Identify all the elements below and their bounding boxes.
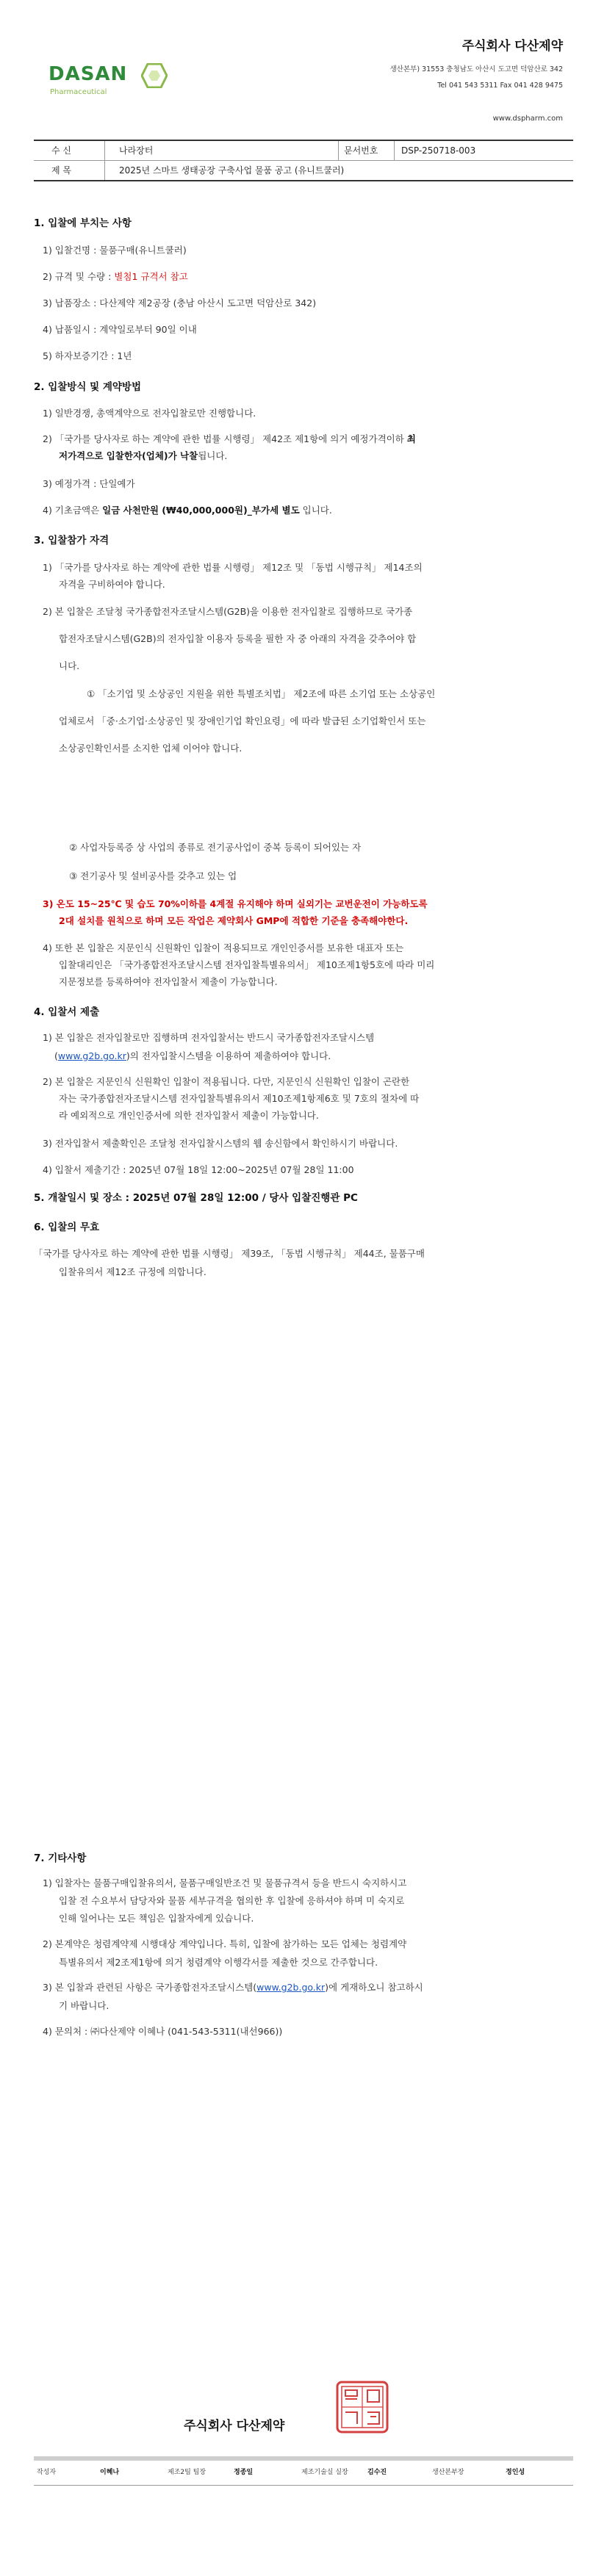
divider [104, 161, 105, 180]
s1-item-1: 1) 입찰건명 : 물품구매(유니트쿨러) [43, 245, 187, 256]
s3-item-1-line-2: 자격을 구비하여야 합니다. [59, 579, 165, 590]
company-logo [49, 60, 159, 106]
company-seal-icon [335, 2380, 389, 2434]
s2-item-4 [43, 501, 332, 519]
company-address: 생산본부) 31553 충청남도 아산시 도고면 덕암산로 342 [389, 65, 563, 73]
s3-item-2-line-1: 2) 본 입찰은 조달청 국가종합전자조달시스템(G2B)을 이용한 전자입찰로 집행하므로 국가종 [43, 606, 413, 617]
s3-cond-1-line-1: ① 「소기업 및 소상공인 지원을 위한 특별조치법」 제2조에 따른 소기업 또는 소상공인 [87, 688, 436, 699]
s3-item-4-line-2: 입찰대리인은 「국가종합전자조달시스템 전자입찰특별유의서」 제10조제1항5호에 따라 미리 [59, 959, 435, 970]
s7-item-4: 4) 문의처 : ㈜다산제약 이혜나 (041-543-5311(내선966)) [43, 2026, 283, 2037]
subject-value: 2025년 스마트 생태공장 구축사업 물품 공고 (유니트쿨러) [119, 165, 345, 176]
signature-company-name: 주식회사 다산제약 [184, 2419, 285, 2434]
company-address-block [390, 62, 563, 94]
s2-item-2-text: 2) 「국가를 당사자로 하는 계약에 관한 법률 시행령」 제42조 제1항에 의거 예정가격이하 [43, 433, 407, 444]
s3-cond-1-line-2: 업체로서 「중·소기업·소상공인 및 장애인기업 확인요령」에 따라 발급된 소기업확인서 또는 [59, 715, 426, 726]
s1-item-4: 4) 납품일시 : 계약일로부터 90일 이내 [43, 324, 197, 335]
approver-1-label: 작성자 [37, 2469, 57, 2476]
divider [338, 141, 339, 160]
s3-item-2-line-3: 니다. [59, 660, 80, 671]
section-2-title: 2. 입찰방식 및 계약방법 [34, 381, 141, 393]
section-1-title: 1. 입찰에 부치는 사항 [34, 217, 132, 229]
s2-item-2-tail: 됩니다. [198, 450, 228, 461]
s3-item-2-line-2: 합전자조달시스템(G2B)의 전자입찰 이용자 등록을 필한 자 중 아래의 자격을 갖추어야 합 [59, 633, 417, 644]
divider [394, 141, 395, 160]
s4-item-2-line-2: 자는 국가종합전자조달시스템 전자입찰특별유의서 제10조제1항제6호 및 7호의 절차에 따 [59, 1093, 420, 1104]
s3-item-1-line-1: 1) 「국가를 당사자로 하는 계약에 관한 법률 시행령」 제12조 및 「동법 시행규칙」 제14조의 [43, 562, 423, 573]
s3-item-3-line-2: 2대 설치를 원칙으로 하며 모든 작업은 제약회사 GMP에 적합한 기준을 충족해야한다. [59, 915, 409, 926]
info-row-subject [34, 160, 573, 180]
s3-cond-2: ② 사업자등록증 상 사업의 종류로 전기공사업이 중복 등록이 되어있는 자 [69, 842, 362, 853]
footer-line [34, 2485, 573, 2486]
s4-paren-open: ( [54, 1050, 58, 1061]
s4-item-3: 3) 전자입찰서 제출확인은 조달청 전자입찰시스템의 웹 송신함에서 확인하시기 바랍니다. [43, 1138, 398, 1149]
s1-item-2-red: 별첨1 규격서 참고 [114, 271, 188, 282]
s3-cond-1-line-3: 소상공인확인서를 소지한 업체 이어야 합니다. [59, 743, 243, 754]
s2-item-3: 3) 예정가격 : 단일예가 [43, 478, 135, 489]
s7-item-3-tail: )에 게재하오니 참고하시 [325, 1982, 423, 1993]
s2-item-1: 1) 일반경쟁, 총액계약으로 전자입찰로만 진행합니다. [43, 408, 256, 419]
approver-2-name: 정종일 [234, 2469, 254, 2476]
approver-3-name: 김수진 [367, 2469, 387, 2476]
s4-item-1-line-2 [54, 1047, 331, 1065]
approver-4-label: 생산본부장 [432, 2469, 464, 2476]
document-info-table [34, 140, 573, 181]
s7-item-1-line-2: 입찰 전 수요부서 담당자와 물품 세부규격을 협의한 후 입찰에 응하셔야 하며 미 숙지로 [59, 1895, 405, 1906]
s4-item-2-line-3: 라 예외적으로 개인인증서에 의한 전자입찰서 제출이 가능합니다. [59, 1110, 319, 1121]
s2-item-2-bold-b: 저가격으로 입찰한자(업체)가 낙찰 [59, 450, 198, 461]
s7-item-3-line-1 [43, 1978, 423, 1996]
section-6-title: 6. 입찰의 무효 [34, 1222, 100, 1233]
section-5-title: 5. 개찰일시 및 장소 : 2025년 07월 28일 12:00 / 당사 입찰진행관 PC [34, 1192, 358, 1204]
s3-item-4-line-1: 4) 또한 본 입찰은 지문인식 신원확인 입찰이 적용되므로 개인인증서를 보유한 대표자 또는 [43, 942, 404, 953]
s2-item-4-tail: 입니다. [299, 505, 332, 516]
s7-item-1-line-1: 1) 입찰자는 물품구매입찰유의서, 물품구매일반조건 및 물품규격서 등을 반드시 숙지하시고 [43, 1877, 407, 1888]
footer-bar [34, 2456, 573, 2461]
s4-item-4: 4) 입찰서 제출기간 : 2025년 07월 18일 12:00~2025년 07월 28일 11:00 [43, 1164, 354, 1175]
s3-item-4-line-3: 지문정보를 등록하여야 전자입찰서 제출이 가능합니다. [59, 976, 278, 987]
doc-no-value: DSP-250718-003 [401, 145, 476, 156]
subject-label: 제 목 [51, 165, 71, 176]
hexagon-logo-icon [141, 63, 168, 88]
approver-4-name: 정인성 [506, 2469, 525, 2476]
approver-1-name: 이혜나 [100, 2469, 120, 2476]
approver-3-label: 제조기술실 실장 [301, 2469, 348, 2476]
s7-item-1-line-3: 인해 일어나는 모든 책임은 입찰자에게 있습니다. [59, 1913, 254, 1924]
logo-wordmark: DASAN [49, 63, 128, 85]
g2b-link[interactable]: www.g2b.go.kr [256, 1982, 326, 1993]
s7-item-3-line-2: 기 바랍니다. [59, 2000, 109, 2011]
s2-item-4-text: 4) 기초금액은 [43, 505, 103, 516]
g2b-link[interactable]: www.g2b.go.kr [57, 1050, 126, 1061]
s2-item-2-bold-a: 최 [406, 433, 416, 444]
logo-subtitle: Pharmaceutical [50, 88, 107, 96]
s7-item-2-line-1: 2) 본계약은 청렴계약제 시행대상 계약입니다. 특히, 입찰에 참가하는 모든 업체는 청렴계약 [43, 1938, 407, 1949]
s2-item-2-line-2 [59, 447, 227, 465]
section-3-title: 3. 입찰참가 자격 [34, 535, 109, 546]
s1-item-3: 3) 납품장소 : 다산제약 제2공장 (충남 아산시 도고면 덕암산로 342) [43, 297, 317, 309]
approver-2-label: 제조2팀 팀장 [168, 2469, 206, 2476]
s6-line-2: 입찰유의서 제12조 규정에 의합니다. [59, 1266, 206, 1277]
s3-item-3-line-1: 3) 온도 15~25℃ 및 습도 70%이하를 4계절 유지해야 하며 실외기는 교번운전이 가능하도록 [43, 898, 428, 909]
s1-item-5: 5) 하자보증기간 : 1년 [43, 350, 132, 361]
recipient-value: 나라장터 [119, 145, 154, 156]
company-name: 주식회사 다산제약 [461, 39, 563, 54]
recipient-label: 수 신 [51, 145, 71, 156]
doc-no-label: 문서번호 [344, 145, 378, 156]
s7-item-3-text: 3) 본 입찰과 관련된 사항은 국가종합전자조달시스템( [43, 1982, 257, 1993]
section-7-title: 7. 기타사항 [34, 1852, 87, 1864]
s4-item-1-line-1: 1) 본 입찰은 전자입찰로만 집행하며 전자입찰서는 반드시 국가종합전자조달시스템 [43, 1032, 375, 1043]
company-website[interactable]: www.dspharm.com [492, 115, 563, 123]
company-phone-fax: Tel 041 543 5311 Fax 041 428 9475 [437, 82, 563, 90]
divider [104, 141, 105, 160]
s1-item-2 [43, 267, 188, 286]
s7-item-2-line-2: 특별유의서 제2조제1항에 의거 청렴계약 이행각서를 제출한 것으로 간주합니다. [59, 1957, 378, 1968]
section-4-title: 4. 입찰서 제출 [34, 1006, 100, 1018]
s1-item-2-text: 2) 규격 및 수량 : [43, 271, 115, 282]
s4-item-1-tail: )의 전자입찰시스템을 이용하여 제출하여야 합니다. [126, 1050, 331, 1061]
s6-line-1: 「국가를 당사자로 하는 계약에 관한 법률 시행령」 제39조, 「동법 시행규칙」 제44조, 물품구매 [34, 1248, 425, 1259]
info-row-recipient [34, 141, 573, 160]
s2-item-4-bold: 일금 사천만원 (₩40,000,000원)_부가세 별도 [102, 505, 300, 516]
s4-item-2-line-1: 2) 본 입찰은 지문인식 신원확인 입찰이 적용됩니다. 다만, 지문인식 신원확인 입찰이 곤란한 [43, 1076, 410, 1087]
s3-cond-3: ③ 전기공사 및 설비공사를 갖추고 있는 업 [69, 870, 237, 881]
s2-item-2-line-1 [43, 430, 416, 448]
